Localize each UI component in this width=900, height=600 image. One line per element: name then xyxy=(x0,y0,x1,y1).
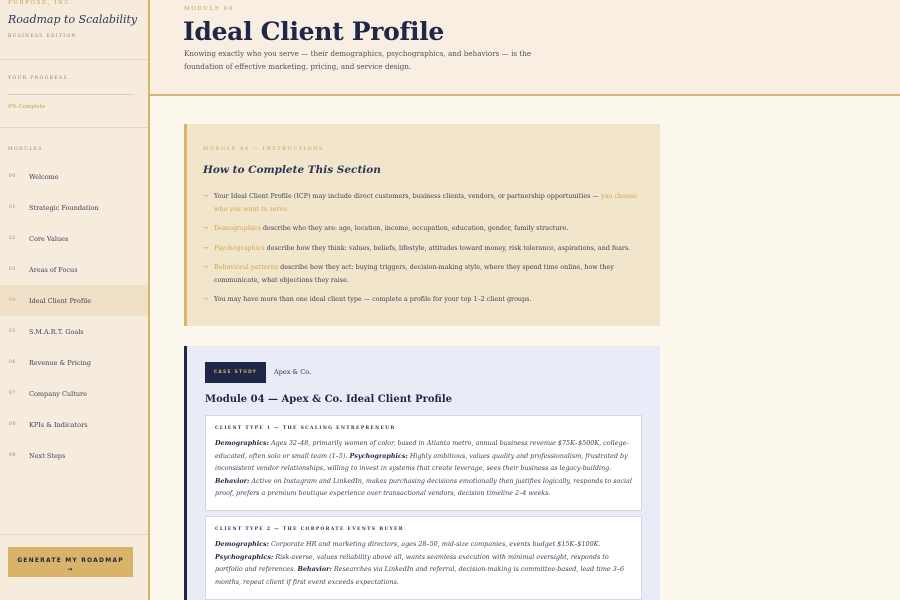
arrow-right-icon: → xyxy=(203,243,209,252)
instruction-lead: Behavioral patterns xyxy=(214,263,279,271)
instructions-list xyxy=(203,190,643,313)
instructions-title: How to Complete This Section xyxy=(203,164,381,176)
sidebar-item-kpis-indicators[interactable] xyxy=(0,409,148,440)
module-label: Company Culture xyxy=(29,389,88,398)
arrow-right-icon: → xyxy=(203,263,209,271)
arrow-right-icon: → xyxy=(203,295,209,303)
module-kicker: MODULE 04 xyxy=(184,6,234,12)
instruction-item xyxy=(203,242,643,255)
modules-divider xyxy=(0,127,148,128)
module-number: 04 xyxy=(9,298,16,303)
client-profile-card xyxy=(205,415,642,511)
module-label: Strategic Foundation xyxy=(29,203,99,212)
module-label: Ideal Client Profile xyxy=(29,296,92,305)
brand-edition: BUSINESS EDITION xyxy=(8,34,77,39)
sidebar-item-smart-goals[interactable] xyxy=(0,316,148,347)
instruction-text: describe how they act: buying triggers, decision-making style, where they spend time online, how they communicate, what objections they raise. xyxy=(214,263,614,284)
sidebar-item-next-steps[interactable] xyxy=(0,440,148,471)
module-number: 06 xyxy=(9,360,16,365)
module-number: 05 xyxy=(9,329,16,334)
modules-label: MODULES xyxy=(8,147,43,152)
sidebar-item-ideal-client-profile[interactable] xyxy=(0,285,148,316)
instruction-highlight: you choose who you want to serve. xyxy=(214,192,637,213)
module-number: 08 xyxy=(9,422,16,427)
module-number: 02 xyxy=(9,236,16,241)
sidebar-item-revenue-pricing[interactable] xyxy=(0,347,148,378)
page-header xyxy=(150,0,900,96)
case-study-card xyxy=(184,346,660,600)
demographics-text: Ages 32–48, primarily women of color, based in Atlanta metro, annual business revenue $75K–$500K, college-educated, often solo or small team (1–5). xyxy=(215,439,629,460)
client-type-kicker: CLIENT TYPE 2 — THE CORPORATE EVENTS BUYER xyxy=(215,527,404,532)
behavior-text: Active on Instagram and LinkedIn, makes purchasing decisions emotionally then justifies logically, responds to social proof, prefers a premium boutique experience over transactional vendors, decision timeline 2–4 weeks. xyxy=(215,476,632,497)
psychographics-label: Psychographics: xyxy=(215,552,274,561)
module-number: 09 xyxy=(9,453,16,458)
instruction-text: Your Ideal Client Profile (ICP) may include direct customers, business clients, vendors, or partnership opportunities — xyxy=(214,192,601,200)
arrow-right-icon: → xyxy=(67,566,74,573)
progress-label: YOUR PROGRESS xyxy=(8,76,68,81)
module-label: Welcome xyxy=(29,172,59,181)
behavior-label: Behavior: xyxy=(215,476,250,485)
behavior-text: Researches via LinkedIn and referral, decision-making is committee-based, lead time 3–6 months, repeat client if first event exceeds expectations. xyxy=(215,565,625,586)
instruction-item xyxy=(203,293,643,306)
sidebar-item-welcome[interactable] xyxy=(0,161,148,192)
brand-kicker: PURPOSE, INC. xyxy=(8,0,74,6)
page-title: Ideal Client Profile xyxy=(183,17,445,46)
arrow-right-icon: → xyxy=(203,192,209,200)
client-profile-text xyxy=(215,437,632,500)
instruction-item xyxy=(203,190,643,215)
module-label: S.M.A.R.T. Goals xyxy=(29,327,84,336)
module-number: 00 xyxy=(9,174,16,179)
sidebar-footer-divider xyxy=(0,534,148,535)
progress-text: 0% Complete xyxy=(8,104,46,110)
page-description: Knowing exactly who you serve — their demographics, psychographics, and behaviors — is the foundation of effective marketing, pricing, and service design. xyxy=(184,49,532,71)
demographics-text: Corporate HR and marketing directors, ages 28–50, mid-size companies, events budget $15K–$100K. xyxy=(269,540,601,548)
generate-roadmap-label: GENERATE MY ROADMAP xyxy=(17,557,124,564)
instruction-item xyxy=(203,222,643,235)
sidebar xyxy=(0,0,150,600)
generate-roadmap-button[interactable] xyxy=(8,547,133,577)
psychographics-text: Risk-averse, values reliability above all, wants seamless execution with minimal oversight, responds to portfolio and references. xyxy=(215,552,609,573)
module-label: Areas of Focus xyxy=(29,265,78,274)
case-study-company: Apex & Co. xyxy=(274,368,312,376)
module-number: 03 xyxy=(9,267,16,272)
client-profile-text xyxy=(215,538,632,588)
instruction-lead: Psychographics xyxy=(214,243,265,252)
psychographics-text: Highly ambitious, values quality and professionalism, frustrated by inconsistent vendor relationships, willing to invest in systems that create leverage, sees their business as legacy-building. xyxy=(215,451,628,472)
demographics-label: Demographics: xyxy=(215,439,269,447)
module-number: 07 xyxy=(9,391,16,396)
module-nav xyxy=(0,161,148,471)
module-number: 01 xyxy=(9,205,16,210)
instructions-kicker: MODULE 04 — INSTRUCTIONS xyxy=(203,146,325,152)
progress-bar xyxy=(8,94,133,95)
instruction-text: You may have more than one ideal client type — complete a profile for your top 1–2 client groups. xyxy=(214,295,532,303)
module-label: Core Values xyxy=(29,234,69,243)
case-study-badge: CASE STUDY xyxy=(205,362,266,383)
module-label: Next Steps xyxy=(29,451,66,460)
sidebar-item-areas-of-focus[interactable] xyxy=(0,254,148,285)
brand-title: Roadmap to Scalability xyxy=(8,13,138,26)
module-label: Revenue & Pricing xyxy=(29,358,92,367)
client-type-kicker: CLIENT TYPE 1 — THE SCALING ENTREPRENEUR xyxy=(215,426,396,431)
instruction-lead: Demographics xyxy=(214,224,261,232)
demographics-label: Demographics: xyxy=(215,540,269,548)
instruction-item xyxy=(203,261,643,286)
instruction-text: describe who they are: age, location, income, occupation, education, gender, family structure. xyxy=(260,224,569,232)
sidebar-item-company-culture[interactable] xyxy=(0,378,148,409)
sidebar-item-core-values[interactable] xyxy=(0,223,148,254)
psychographics-label: Psychographics: xyxy=(349,451,408,460)
case-study-title: Module 04 — Apex & Co. Ideal Client Profile xyxy=(205,394,452,405)
module-label: KPIs & Indicators xyxy=(29,420,88,429)
sidebar-item-strategic-foundation[interactable] xyxy=(0,192,148,223)
instruction-text: describe how they think: values, beliefs, lifestyle, attitudes toward money, risk tolerance, aspirations, and fears. xyxy=(264,243,631,252)
client-profile-card xyxy=(205,516,642,600)
brand-block xyxy=(0,0,148,60)
arrow-right-icon: → xyxy=(203,224,209,232)
instructions-card xyxy=(184,124,660,326)
behavior-label: Behavior: xyxy=(297,565,332,573)
